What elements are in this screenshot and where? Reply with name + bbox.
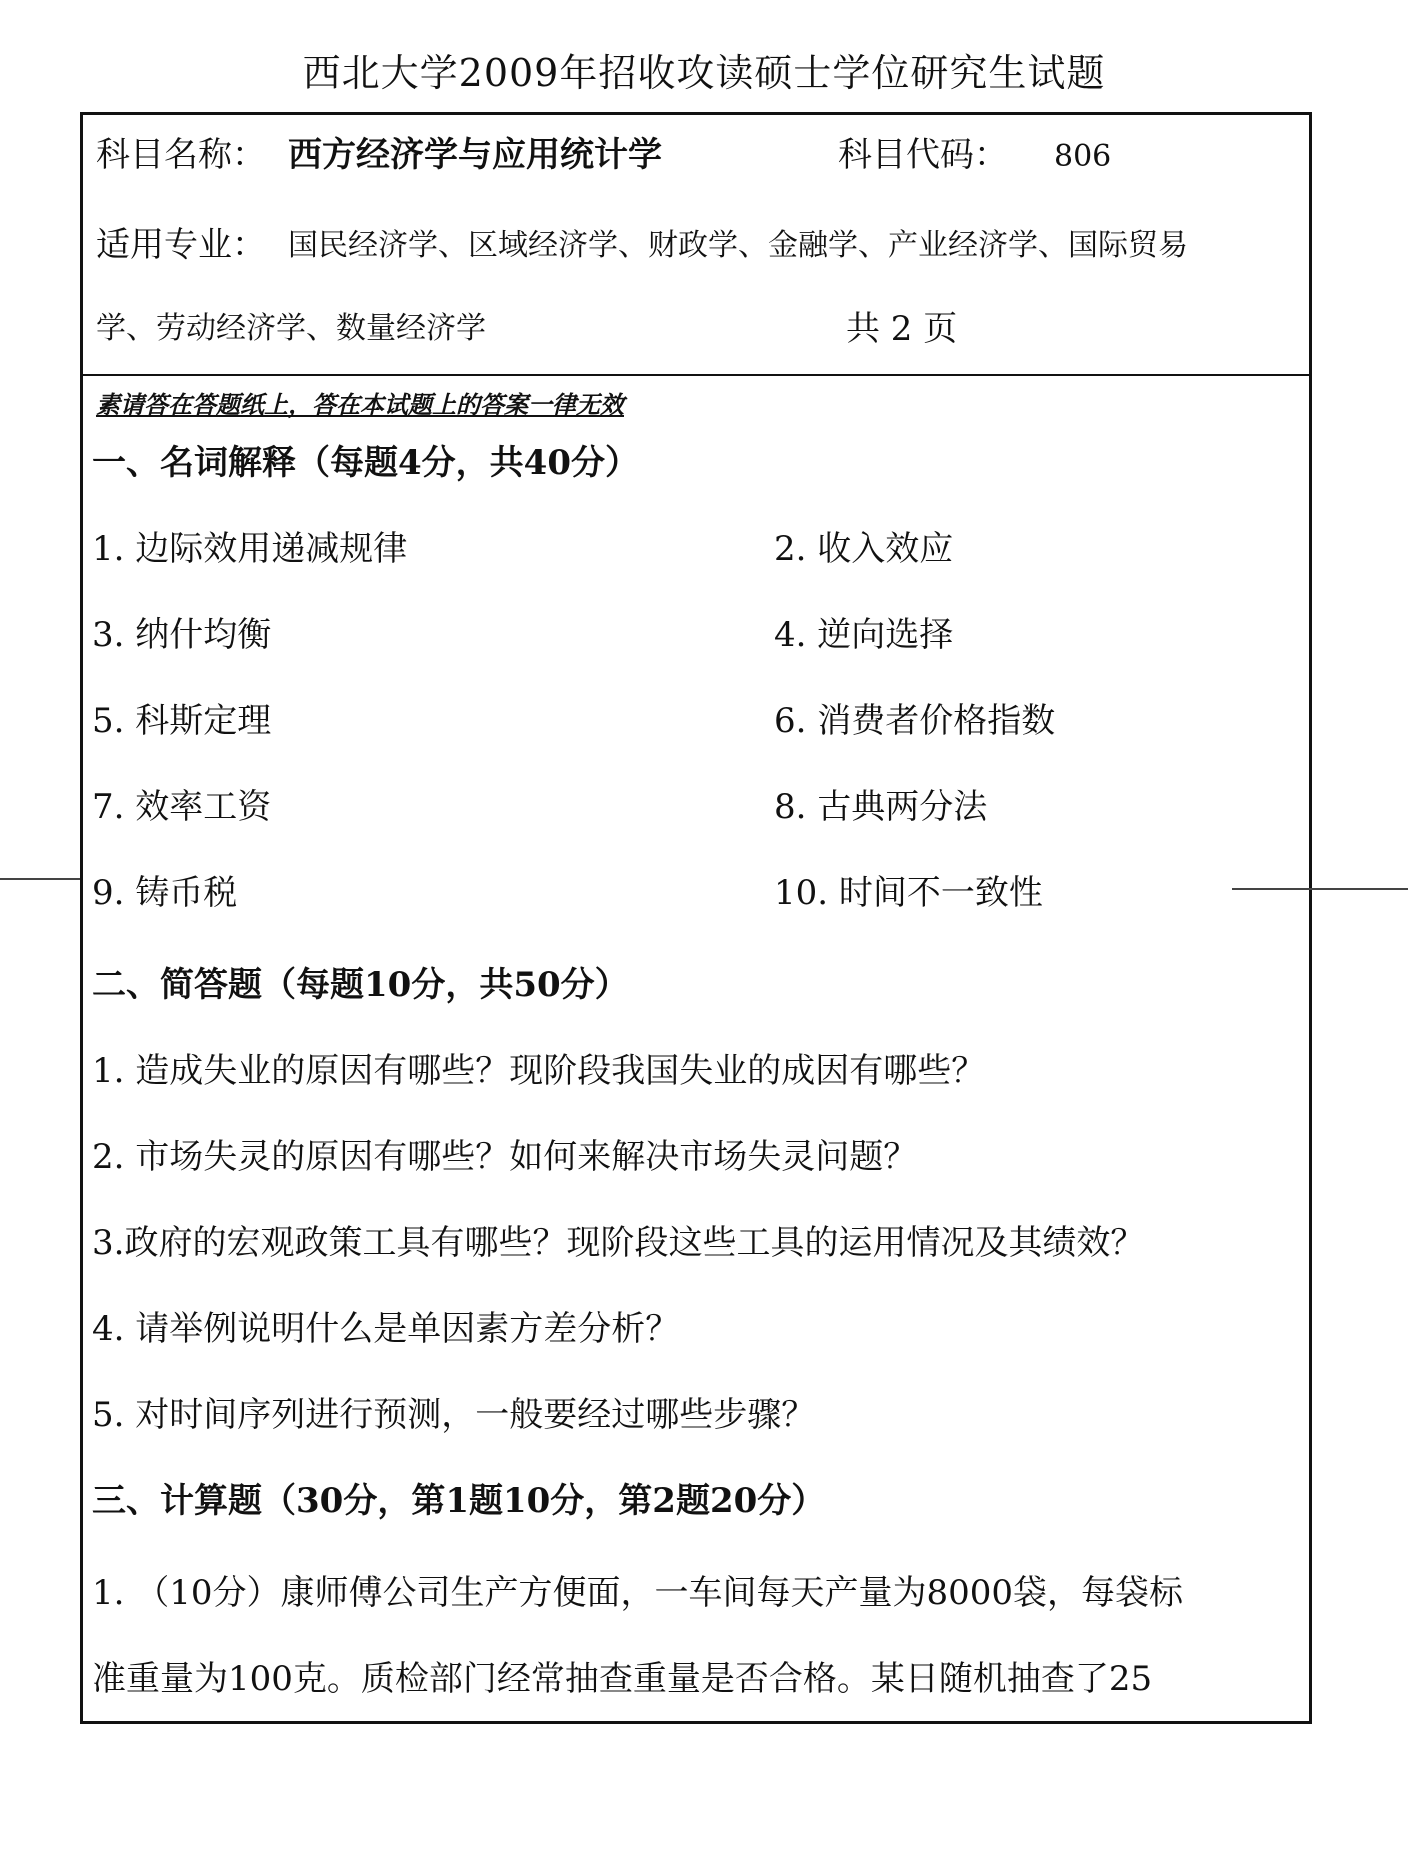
page-count: 共 2 页 [846, 309, 958, 349]
term-item: 5. 科斯定理 [92, 701, 272, 741]
header-divider [80, 374, 1312, 376]
subject-code-value: 806 [1054, 139, 1112, 174]
term-item: 6. 消费者价格指数 [774, 701, 1056, 741]
term-item: 2. 收入效应 [774, 529, 954, 569]
majors-line-1: 国民经济学、区域经济学、财政学、金融学、产业经济学、国际贸易 [288, 228, 1188, 263]
section1-heading: 一、名词解释（每题4分，共40分） [92, 443, 639, 483]
term-item: 9. 铸币税 [92, 873, 238, 913]
term-item: 1. 边际效用递减规律 [92, 529, 408, 569]
question-item: 3.政府的宏观政策工具有哪些？现阶段这些工具的运用情况及其绩效？ [92, 1223, 1145, 1263]
section3-heading: 三、计算题（30分，第1题10分，第2题20分） [92, 1481, 826, 1521]
scan-artifact-line [1232, 888, 1408, 890]
majors-label: 适用专业： [96, 225, 266, 265]
question-item: 2. 市场失灵的原因有哪些？如何来解决市场失灵问题？ [92, 1137, 918, 1177]
question-item: 1. 造成失业的原因有哪些？现阶段我国失业的成因有哪些？ [92, 1051, 986, 1091]
problem-line: 准重量为100克。质检部门经常抽查重量是否合格。某日随机抽查了25 [92, 1659, 1153, 1699]
term-item: 7. 效率工资 [92, 787, 272, 827]
term-item: 10. 时间不一致性 [774, 873, 1043, 913]
term-item: 3. 纳什均衡 [92, 615, 272, 655]
section2-heading: 二、简答题（每题10分，共50分） [92, 965, 629, 1005]
scan-artifact-line [0, 878, 80, 880]
exam-title: 西北大学2009年招收攻读硕士学位研究生试题 [302, 51, 1106, 95]
subject-code-label: 科目代码： [838, 135, 1008, 175]
term-item: 4. 逆向选择 [774, 615, 954, 655]
majors-line-2: 学、劳动经济学、数量经济学 [96, 311, 486, 346]
question-item: 5. 对时间序列进行预测，一般要经过哪些步骤？ [92, 1395, 816, 1435]
subject-name-value: 西方经济学与应用统计学 [288, 135, 662, 175]
subject-name-label: 科目名称： [96, 135, 266, 175]
problem-line: 1. （10分）康师傅公司生产方便面，一车间每天产量为8000袋，每袋标 [92, 1573, 1184, 1613]
term-item: 8. 古典两分法 [774, 787, 988, 827]
question-item: 4. 请举例说明什么是单因素方差分析？ [92, 1309, 680, 1349]
answer-notice: 素请答在答题纸上，答在本试题上的答案一律无效 [96, 390, 624, 419]
